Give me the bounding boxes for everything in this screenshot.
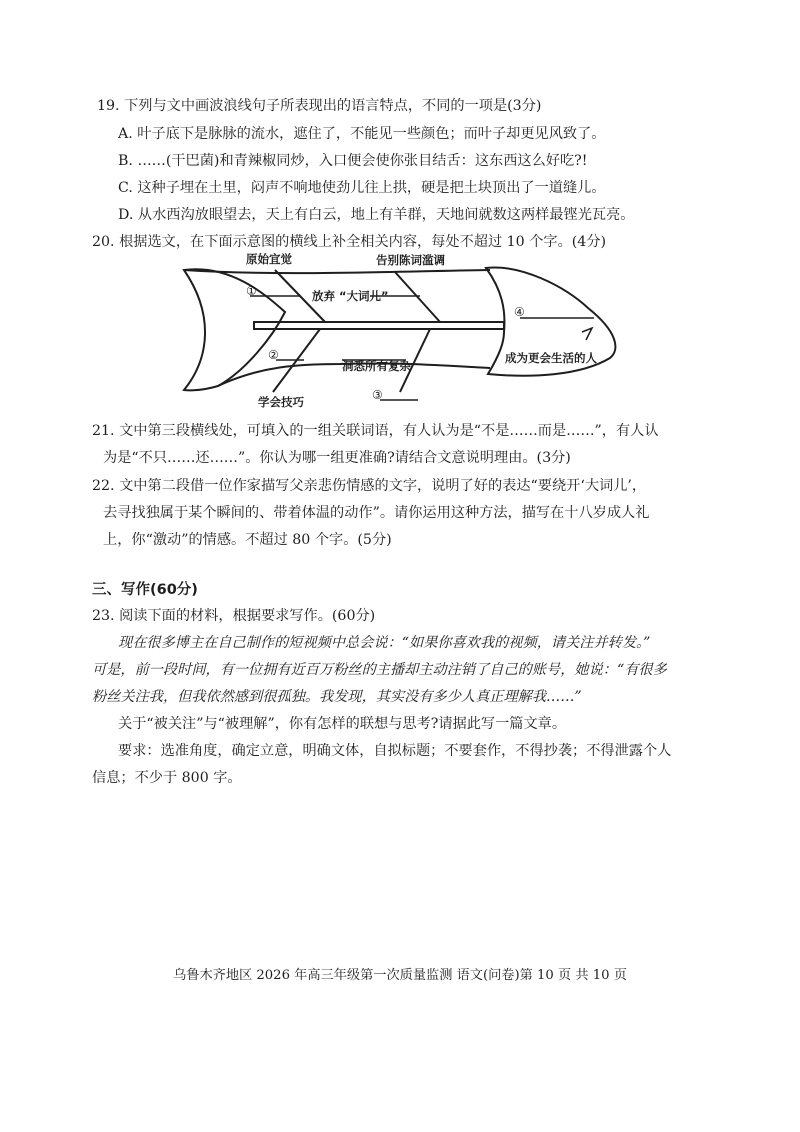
blank-marker-3: ③ (372, 388, 383, 402)
bone-upper-right (395, 272, 440, 322)
q22-line-2: 去寻找独属于某个瞬间的、带着体温的动作”。请你运用这种方法，描写在十八岁成人礼 (103, 505, 650, 521)
label-bottom-left: 学会技巧 (258, 395, 304, 409)
q23-material-line-3: 粉丝关注我，但我依然感到很孤独。我发现，其实没有多少人真正理解我……” (92, 689, 582, 705)
label-mid-top: 放弃 “大词儿” (312, 289, 389, 303)
q19-option-d: D. 从水西沟放眼望去，天上有白云，地上有羊群，天地间就数这两样最铿光瓦亮。 (118, 207, 635, 223)
q23-material-line-2: 可是，前一段时间，有一位拥有近百万粉丝的主播却主动注销了自己的账号，她说：“有很多 (92, 662, 667, 678)
blank-marker-4: ④ (514, 305, 525, 319)
q23-prompt: 关于“被关注”与“被理解”，你有怎样的联想与思考?请据此写一篇文章。 (118, 716, 567, 732)
label-mid-bottom: 洞悉所有复杂 (342, 359, 411, 373)
q19-option-c: C. 这种子埋在土里，闷声不响地使劲儿往上拱，硬是把土块顶出了一道缝儿。 (118, 180, 606, 196)
label-top-right: 告别陈词滥调 (376, 253, 445, 267)
q23-material-line-1: 现在很多博主在自己制作的短视频中总会说：“如果你喜欢我的视频，请关注并转发。” (118, 635, 651, 651)
blank-marker-1: ① (246, 284, 257, 298)
section-title: 三、写作(60分) (92, 582, 198, 598)
fishbone-diagram (170, 246, 630, 416)
q19-option-a: A. 叶子底下是脉脉的流水，遮住了，不能见一些颜色；而叶子却更见风致了。 (118, 126, 606, 142)
q21-line-1: 21. 文中第三段横线处，可填入的一组关联词语，有人认为是“不是……而是……”，有人认 (92, 423, 659, 439)
q22-line-3: 上，你“激动”的情感。不超过 80 个字。(5分) (103, 532, 392, 548)
page-footer: 乌鲁木齐地区 2026 年高三年级第一次质量监测 语文(问卷)第 10 页 共 10 页 (173, 968, 627, 983)
q23-stem: 23. 阅读下面的材料，根据要求写作。(60分) (92, 608, 376, 624)
q22-line-1: 22. 文中第二段借一位作家描写父亲悲伤情感的文字，说明了好的表达“要绕开‘大词儿’， (92, 478, 647, 494)
q20-stem: 20. 根据选文，在下面示意图的横线上补全相关内容，每处不超过 10 个字。(4分) (92, 234, 607, 250)
q21-line-2: 为是“不只……还……”。你认为哪一组更准确?请结合文意说明理由。(3分) (103, 450, 571, 466)
label-top-left: 原始宜觉 (246, 252, 292, 266)
q23-requirements-line-2: 信息；不少于 800 字。 (92, 770, 242, 786)
fish-spine (254, 322, 504, 329)
blank-marker-2: ② (268, 348, 279, 362)
fish-head-notch (582, 328, 592, 340)
label-head: 成为更会生活的人 (505, 351, 597, 365)
fish-body-top (184, 270, 490, 273)
q19-option-b: B. ……(干巴菌)和青辣椒同炒，入口便会使你张目结舌：这东西这么好吃?! (118, 153, 588, 169)
q23-requirements-line-1: 要求：选准角度，确定立意，明确文体，自拟标题；不要套作，不得抄袭；不得泄露个人 (118, 743, 672, 759)
q19-stem: 19. 下列与文中画波浪线句子所表现出的语言特点，不同的一项是(3分) (97, 98, 542, 114)
